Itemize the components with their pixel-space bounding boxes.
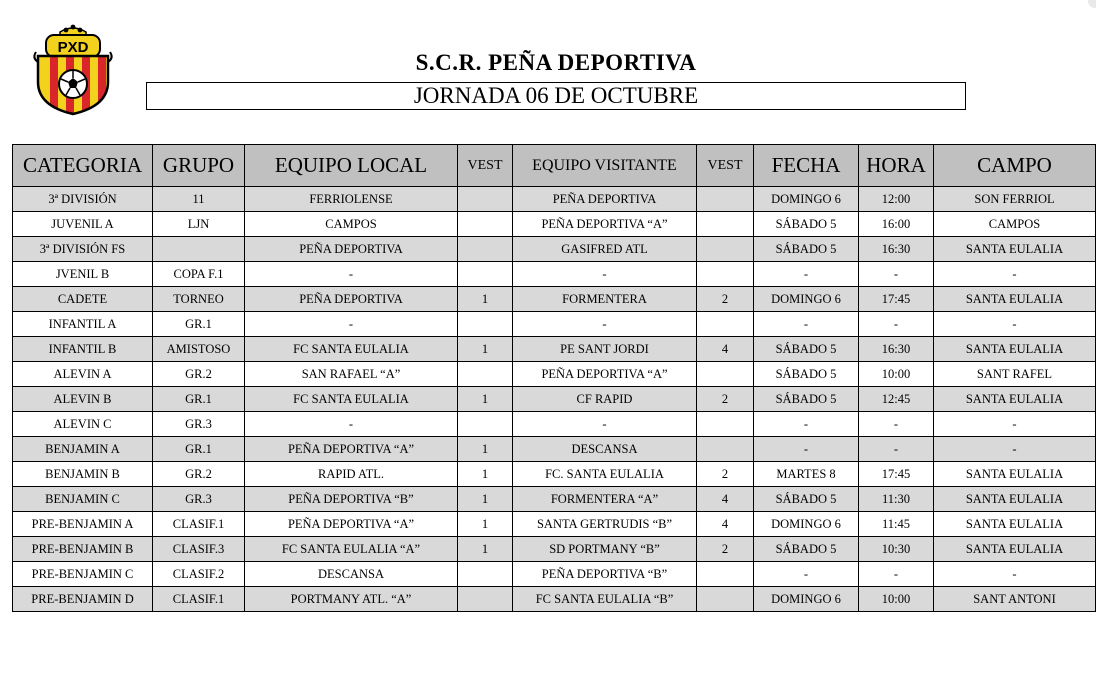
vest-local-cell: 1 [458,512,513,537]
campo-cell: SANTA EULALIA [934,537,1096,562]
equipo-visitante-cell: PE SANT JORDI [513,337,697,362]
grupo-cell: GR.1 [153,437,245,462]
grupo-cell: GR.2 [153,362,245,387]
grupo-cell [153,237,245,262]
hora-cell: - [859,562,934,587]
equipo-local-cell: RAPID ATL. [245,462,458,487]
table-row [13,262,1096,287]
col-header-grupo: GRUPO [153,145,245,187]
vest-local-cell [458,312,513,337]
categoria-cell: ALEVIN A [13,362,153,387]
schedule-table [12,144,1096,612]
categoria-cell: INFANTIL A [13,312,153,337]
campo-cell: - [934,562,1096,587]
fecha-cell: - [754,412,859,437]
table-row [13,462,1096,487]
vest-visitante-cell [697,562,754,587]
hora-cell: 16:00 [859,212,934,237]
grupo-cell: CLASIF.1 [153,587,245,612]
table-row [13,312,1096,337]
fecha-cell: SÁBADO 5 [754,362,859,387]
club-crest-logo [30,22,116,116]
vest-visitante-cell: 4 [697,487,754,512]
equipo-local-cell: FERRIOLENSE [245,187,458,212]
table-row [13,537,1096,562]
equipo-visitante-cell: SANTA GERTRUDIS “B” [513,512,697,537]
page-title: S.C.R. PEÑA DEPORTIVA [415,50,697,75]
campo-cell: SANTA EULALIA [934,512,1096,537]
table-row [13,337,1096,362]
fecha-cell: - [754,437,859,462]
categoria-cell: CADETE [13,287,153,312]
equipo-visitante-cell: - [513,262,697,287]
hora-cell: - [859,437,934,462]
grupo-cell: AMISTOSO [153,337,245,362]
equipo-local-cell: FC SANTA EULALIA [245,337,458,362]
grupo-cell: GR.3 [153,412,245,437]
fecha-cell: DOMINGO 6 [754,287,859,312]
fecha-cell: SÁBADO 5 [754,237,859,262]
equipo-local-cell: PORTMANY ATL. “A” [245,587,458,612]
equipo-local-cell: DESCANSA [245,562,458,587]
vest-local-cell [458,262,513,287]
table-row [13,512,1096,537]
fecha-cell: - [754,562,859,587]
equipo-visitante-cell: GASIFRED ATL [513,237,697,262]
vest-visitante-cell [697,187,754,212]
equipo-visitante-cell: FC. SANTA EULALIA [513,462,697,487]
col-header-vest-visitante: VEST [697,145,754,187]
table-row [13,237,1096,262]
vest-visitante-cell: 2 [697,387,754,412]
hora-cell: 10:00 [859,362,934,387]
vest-local-cell [458,412,513,437]
vest-visitante-cell [697,212,754,237]
categoria-cell: JUVENIL A [13,212,153,237]
fecha-cell: - [754,312,859,337]
grupo-cell: GR.1 [153,387,245,412]
table-row [13,287,1096,312]
categoria-cell: PRE-BENJAMIN A [13,512,153,537]
categoria-cell: BENJAMIN B [13,462,153,487]
equipo-local-cell: CAMPOS [245,212,458,237]
hora-cell: 16:30 [859,237,934,262]
equipo-visitante-cell: FORMENTERA “A” [513,487,697,512]
vest-visitante-cell [697,262,754,287]
campo-cell: CAMPOS [934,212,1096,237]
categoria-cell: 3ª DIVISIÓN [13,187,153,212]
hora-cell: 17:45 [859,287,934,312]
categoria-cell: ALEVIN C [13,412,153,437]
vest-local-cell: 1 [458,387,513,412]
categoria-cell: INFANTIL B [13,337,153,362]
hora-cell: 11:45 [859,512,934,537]
vest-local-cell: 1 [458,537,513,562]
col-header-equipo-visitante: EQUIPO VISITANTE [513,145,697,187]
table-header-row [13,145,1096,187]
categoria-cell: BENJAMIN A [13,437,153,462]
equipo-local-cell: - [245,312,458,337]
fecha-cell: SÁBADO 5 [754,337,859,362]
fecha-cell: MARTES 8 [754,462,859,487]
campo-cell: SANT ANTONI [934,587,1096,612]
vest-visitante-cell [697,237,754,262]
football-icon [59,70,87,98]
vest-visitante-cell: 2 [697,537,754,562]
page-subtitle: JORNADA 06 DE OCTUBRE [146,82,966,110]
grupo-cell: GR.3 [153,487,245,512]
categoria-cell: PRE-BENJAMIN B [13,537,153,562]
equipo-local-cell: - [245,412,458,437]
categoria-cell: 3ª DIVISIÓN FS [13,237,153,262]
vest-local-cell: 1 [458,462,513,487]
campo-cell: SANT RAFEL [934,362,1096,387]
grupo-cell: 11 [153,187,245,212]
equipo-visitante-cell: FC SANTA EULALIA “B” [513,587,697,612]
grupo-cell: CLASIF.1 [153,512,245,537]
equipo-local-cell: FC SANTA EULALIA “A” [245,537,458,562]
table-row [13,387,1096,412]
equipo-visitante-cell: PEÑA DEPORTIVA “A” [513,212,697,237]
hora-cell: 11:30 [859,487,934,512]
table-row [13,587,1096,612]
categoria-cell: JVENIL B [13,262,153,287]
grupo-cell: COPA F.1 [153,262,245,287]
fecha-cell: DOMINGO 6 [754,512,859,537]
equipo-local-cell: FC SANTA EULALIA [245,387,458,412]
campo-cell: SANTA EULALIA [934,462,1096,487]
col-header-equipo-local: EQUIPO LOCAL [245,145,458,187]
grupo-cell: CLASIF.3 [153,537,245,562]
grupo-cell: LJN [153,212,245,237]
vest-visitante-cell [697,312,754,337]
campo-cell: SANTA EULALIA [934,287,1096,312]
hora-cell: - [859,312,934,337]
vest-local-cell: 1 [458,487,513,512]
col-header-campo: CAMPO [934,145,1096,187]
equipo-visitante-cell: PEÑA DEPORTIVA [513,187,697,212]
campo-cell: - [934,262,1096,287]
equipo-local-cell: PEÑA DEPORTIVA [245,287,458,312]
vest-visitante-cell [697,412,754,437]
grupo-cell: CLASIF.2 [153,562,245,587]
categoria-cell: BENJAMIN C [13,487,153,512]
hora-cell: 10:30 [859,537,934,562]
equipo-visitante-cell: FORMENTERA [513,287,697,312]
equipo-visitante-cell: PEÑA DEPORTIVA “B” [513,562,697,587]
hora-cell: - [859,412,934,437]
equipo-visitante-cell: - [513,312,697,337]
table-row [13,187,1096,212]
table-row [13,362,1096,387]
equipo-local-cell: PEÑA DEPORTIVA “B” [245,487,458,512]
grupo-cell: GR.1 [153,312,245,337]
col-header-vest-local: VEST [458,145,513,187]
equipo-visitante-cell: PEÑA DEPORTIVA “A” [513,362,697,387]
hora-cell: 10:00 [859,587,934,612]
vest-visitante-cell [697,362,754,387]
hora-cell: 12:00 [859,187,934,212]
grupo-cell: GR.2 [153,462,245,487]
equipo-local-cell: - [245,262,458,287]
vest-local-cell [458,212,513,237]
vest-visitante-cell [697,437,754,462]
vest-local-cell [458,562,513,587]
vest-visitante-cell: 4 [697,512,754,537]
campo-cell: SANTA EULALIA [934,237,1096,262]
hora-cell: 16:30 [859,337,934,362]
equipo-local-cell: SAN RAFAEL “A” [245,362,458,387]
equipo-local-cell: PEÑA DEPORTIVA “A” [245,512,458,537]
vest-local-cell: 1 [458,337,513,362]
equipo-visitante-cell: - [513,412,697,437]
hora-cell: - [859,262,934,287]
categoria-cell: ALEVIN B [13,387,153,412]
campo-cell: - [934,312,1096,337]
equipo-local-cell: PEÑA DEPORTIVA “A” [245,437,458,462]
categoria-cell: PRE-BENJAMIN C [13,562,153,587]
campo-cell: SANTA EULALIA [934,387,1096,412]
grupo-cell: TORNEO [153,287,245,312]
campo-cell: - [934,412,1096,437]
fecha-cell: SÁBADO 5 [754,487,859,512]
table-row [13,487,1096,512]
page-corner [1088,0,1096,8]
vest-local-cell [458,587,513,612]
campo-cell: SANTA EULALIA [934,337,1096,362]
equipo-local-cell: PEÑA DEPORTIVA [245,237,458,262]
vest-local-cell: 1 [458,287,513,312]
equipo-visitante-cell: SD PORTMANY “B” [513,537,697,562]
crest-text: PXD [57,39,89,56]
vest-local-cell: 1 [458,437,513,462]
table-row [13,437,1096,462]
vest-visitante-cell [697,587,754,612]
table-row [13,562,1096,587]
fecha-cell: SÁBADO 5 [754,387,859,412]
fecha-cell: DOMINGO 6 [754,187,859,212]
hora-cell: 12:45 [859,387,934,412]
vest-local-cell [458,237,513,262]
campo-cell: SANTA EULALIA [934,487,1096,512]
campo-cell: SON FERRIOL [934,187,1096,212]
vest-local-cell [458,362,513,387]
hora-cell: 17:45 [859,462,934,487]
col-header-hora: HORA [859,145,934,187]
col-header-categoria: CATEGORIA [13,145,153,187]
table-row [13,412,1096,437]
fecha-cell: - [754,262,859,287]
equipo-visitante-cell: DESCANSA [513,437,697,462]
fecha-cell: SÁBADO 5 [754,537,859,562]
fecha-cell: SÁBADO 5 [754,212,859,237]
table-row [13,212,1096,237]
vest-visitante-cell: 4 [697,337,754,362]
equipo-visitante-cell: CF RAPID [513,387,697,412]
categoria-cell: PRE-BENJAMIN D [13,587,153,612]
vest-local-cell [458,187,513,212]
col-header-fecha: FECHA [754,145,859,187]
vest-visitante-cell: 2 [697,462,754,487]
fecha-cell: DOMINGO 6 [754,587,859,612]
campo-cell: - [934,437,1096,462]
vest-visitante-cell: 2 [697,287,754,312]
